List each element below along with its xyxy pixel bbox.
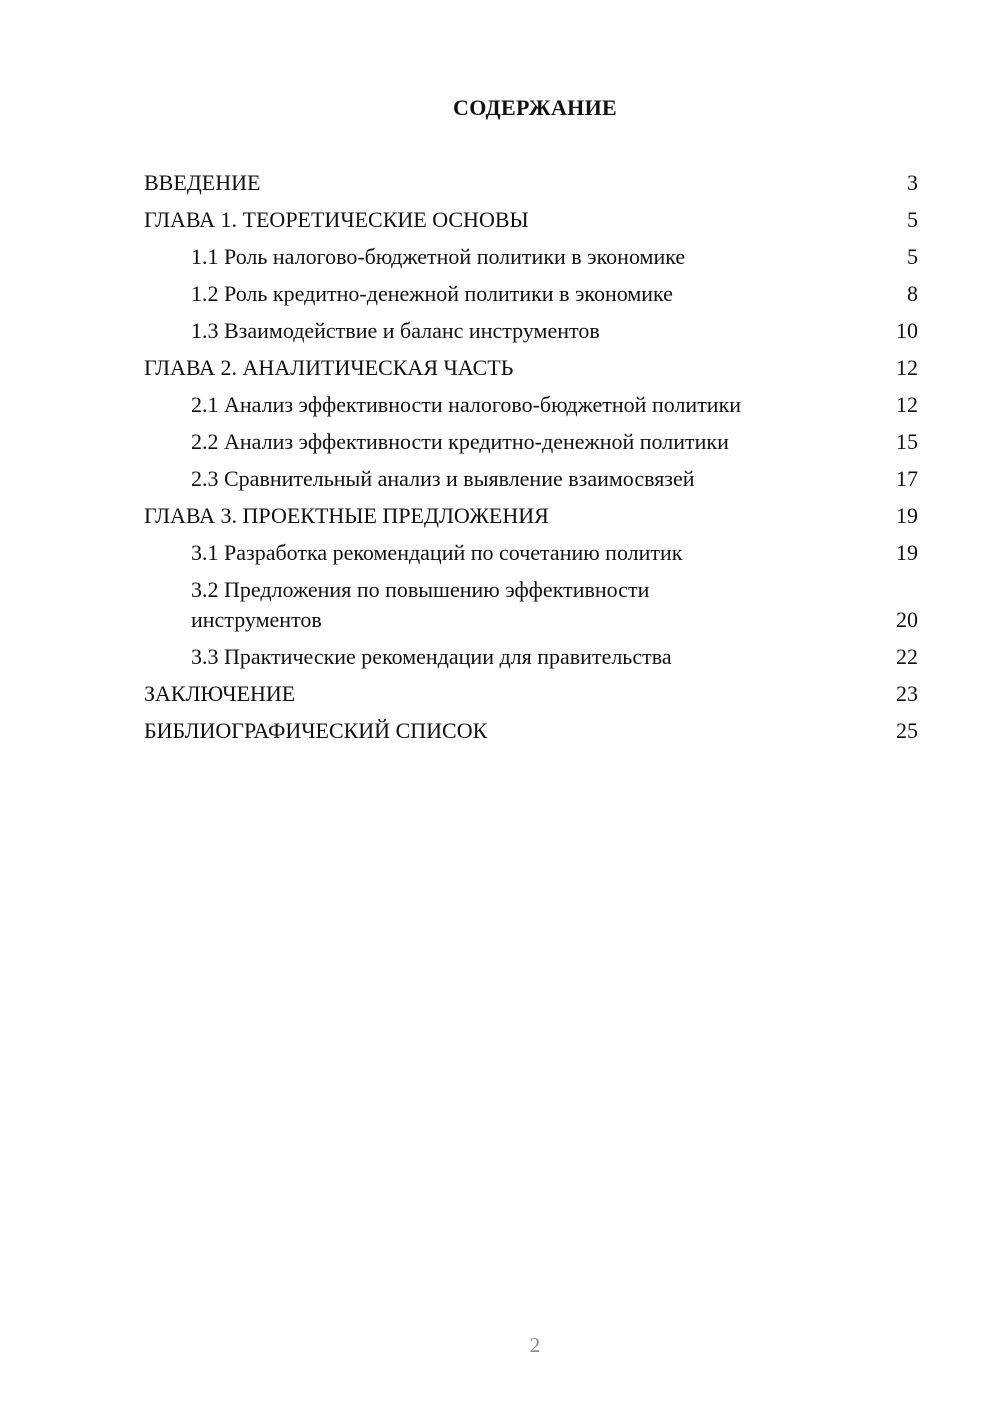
toc-entry-chapter-2[interactable] — [144, 353, 918, 390]
toc-entry-section-1-2[interactable] — [144, 279, 918, 316]
toc-entry-bibliography[interactable] — [144, 716, 918, 753]
toc-entry-chapter-1[interactable] — [144, 205, 918, 242]
toc-entry-label: 2.2 Анализ эффективности кредитно-денежной политики — [191, 429, 729, 454]
toc-entry-page: 5 — [907, 207, 918, 232]
toc-entry-section-3-1[interactable] — [144, 538, 918, 575]
toc-entry-label: 1.2 Роль кредитно-денежной политики в экономике — [191, 281, 673, 306]
toc-entry-label: БИБЛИОГРАФИЧЕСКИЙ СПИСОК — [144, 718, 488, 743]
toc-entry-label: 3.2 Предложения по повышению эффективности инструментов — [191, 577, 650, 632]
toc-entry-label: ГЛАВА 1. ТЕОРЕТИЧЕСКИЕ ОСНОВЫ — [144, 207, 529, 232]
toc-entry-label: 2.3 Сравнительный анализ и выявление взаимосвязей — [191, 466, 695, 491]
toc-entry-label: ВВЕДЕНИЕ — [144, 170, 261, 195]
toc-entry-chapter-3[interactable] — [144, 501, 918, 538]
toc-entry-section-1-3[interactable] — [144, 316, 918, 353]
toc-entry-label: ГЛАВА 3. ПРОЕКТНЫЕ ПРЕДЛОЖЕНИЯ — [144, 503, 549, 528]
toc-entry-section-2-2[interactable] — [144, 427, 918, 464]
toc-entry-page: 10 — [896, 318, 918, 343]
page-number: 2 — [529, 1333, 541, 1357]
toc-entry-page: 12 — [896, 392, 918, 417]
toc-entry-page: 5 — [907, 244, 918, 269]
toc-entry-section-3-3[interactable] — [144, 642, 918, 679]
toc-entry-label: 3.3 Практические рекомендации для правительства — [191, 644, 672, 669]
toc-entry-page: 20 — [896, 607, 918, 632]
toc-entry-label: 2.1 Анализ эффективности налогово-бюджетной политики — [191, 392, 742, 417]
toc-entry-introduction[interactable] — [144, 168, 918, 205]
toc-entry-page: 17 — [896, 466, 918, 491]
toc-entry-page: 19 — [896, 503, 918, 528]
toc-entry-label: 1.1 Роль налогово-бюджетной политики в экономике — [191, 244, 686, 269]
toc-entry-section-1-1[interactable] — [144, 242, 918, 279]
toc-entry-label: 1.3 Взаимодействие и баланс инструментов — [191, 318, 600, 343]
toc-entry-label: ГЛАВА 2. АНАЛИТИЧЕСКАЯ ЧАСТЬ — [144, 355, 514, 380]
toc-entry-conclusion[interactable] — [144, 679, 918, 716]
toc-entry-section-3-2[interactable] — [144, 575, 918, 642]
toc-entry-page: 19 — [896, 540, 918, 565]
toc-entry-page: 12 — [896, 355, 918, 380]
toc-entry-page: 15 — [896, 429, 918, 454]
toc-entry-page: 3 — [907, 170, 918, 195]
table-of-contents — [144, 168, 918, 753]
toc-entry-page: 23 — [896, 681, 918, 706]
toc-entry-page: 22 — [896, 644, 918, 669]
toc-entry-section-2-1[interactable] — [144, 390, 918, 427]
toc-entry-page: 8 — [907, 281, 918, 306]
toc-entry-label: 3.1 Разработка рекомендаций по сочетанию политик — [191, 540, 683, 565]
toc-entry-page: 25 — [896, 718, 918, 743]
toc-entry-section-2-3[interactable] — [144, 464, 918, 501]
toc-entry-label: ЗАКЛЮЧЕНИЕ — [144, 681, 296, 706]
page-title: СОДЕРЖАНИЕ — [453, 95, 617, 120]
